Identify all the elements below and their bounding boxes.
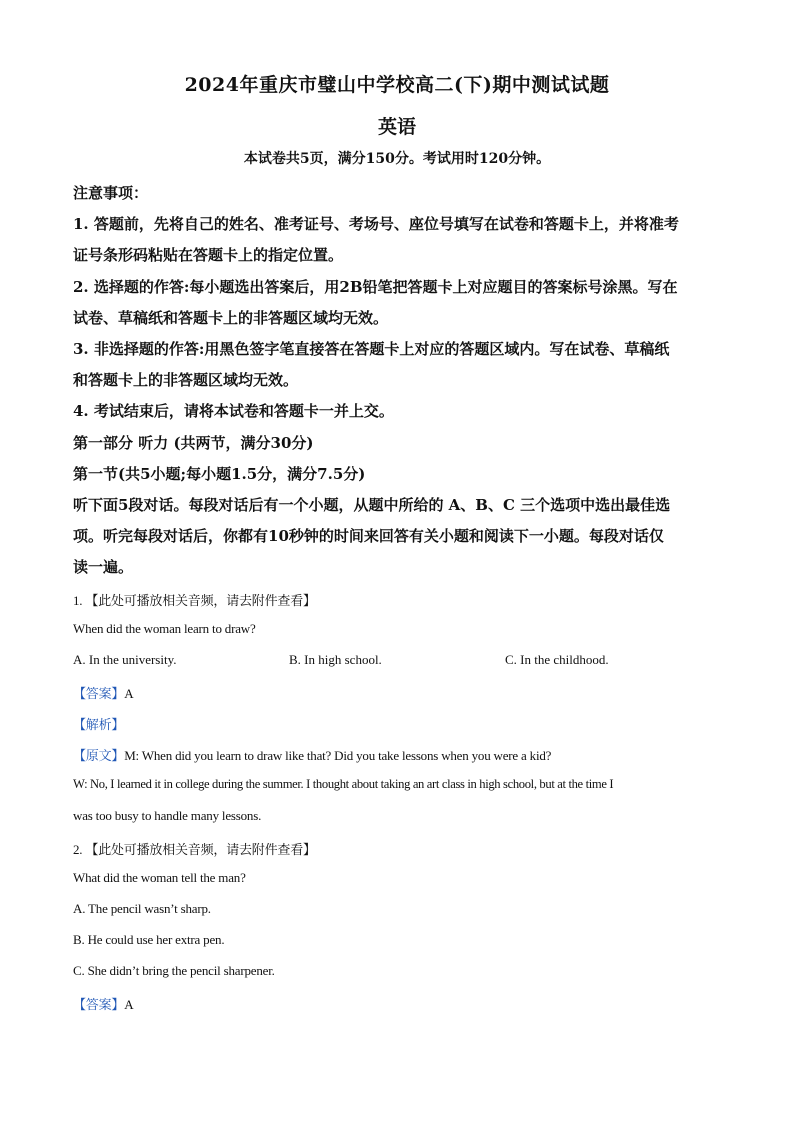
answer-tag: 【答案】 xyxy=(73,998,125,1013)
q1-script-w1: W: No, I learned it in college during the summer. I thought about taking an art class in high school, but at the time I xyxy=(73,777,614,791)
q1-question: When did the woman learn to draw? xyxy=(73,621,256,636)
q2-option-c: C. She didn’t bring the pencil sharpener. xyxy=(73,963,275,978)
notes-heading: 注意事项： xyxy=(73,184,149,202)
instructions-line: 项。听完每段对话后，你都有10秒钟的时间来回答有关小题和阅读下一小题。每段对话仅 xyxy=(73,527,664,545)
subsection-heading: 第一节(共5小题;每小题1.5分，满分7.5分) xyxy=(73,465,366,483)
script-m-text: M: When did you learn to draw like that? Did you take lessons when you were a kid? xyxy=(124,748,552,763)
notes-line: 2. 选择题的作答:每小题选出答案后，用2B铅笔把答题卡上对应题目的答案标号涂黑。写在 xyxy=(73,278,678,296)
notes-line: 和答题卡上的非答题区域均无效。 xyxy=(73,371,299,389)
q2-option-a: A. The pencil wasn’t sharp. xyxy=(73,901,211,916)
q1-option-a: A. In the university. xyxy=(73,652,177,667)
notes-line: 试卷、草稿纸和答题卡上的非答题区域均无效。 xyxy=(73,309,389,327)
q1-analysis xyxy=(73,714,124,733)
q1-option-b: B. In high school. xyxy=(289,652,382,667)
notes-line: 1. 答题前，先将自己的姓名、准考证号、考场号、座位号填写在试卷和答题卡上，并将准考 xyxy=(73,215,679,233)
q2-audio-link[interactable]: 2. 【此处可播放相关音频，请去附件查看】 xyxy=(73,842,316,857)
instructions-line: 读一遍。 xyxy=(73,558,134,576)
instructions-line: 听下面5段对话。每段对话后有一个小题，从题中所给的 A、B、C 三个选项中选出最佳选 xyxy=(73,496,671,514)
exam-info: 本试卷共5页，满分150分。考试用时120分钟。 xyxy=(243,151,551,167)
q1-answer xyxy=(73,683,133,702)
page-title: 2024年重庆市璧山中学校高二(下)期中测试试题 xyxy=(184,74,610,96)
q2-question: What did the woman tell the man? xyxy=(73,870,246,885)
q1-option-c: C. In the childhood. xyxy=(505,652,609,667)
q1-script-m xyxy=(73,745,551,764)
q1-audio-link[interactable]: 1. 【此处可播放相关音频，请去附件查看】 xyxy=(73,593,316,608)
subject-heading: 英语 xyxy=(377,116,416,138)
q2-option-b: B. He could use her extra pen. xyxy=(73,932,225,947)
q1-script-w2: was too busy to handle many lessons. xyxy=(73,808,262,823)
q2-answer xyxy=(73,994,133,1013)
notes-line: 3. 非选择题的作答:用黑色签字笔直接答在答题卡上对应的答题区域内。写在试卷、草稿纸 xyxy=(73,340,670,358)
answer-value: A xyxy=(124,686,134,701)
answer-tag: 【答案】 xyxy=(73,687,125,702)
part-heading: 第一部分 听力 (共两节，满分30分) xyxy=(73,434,314,452)
answer-value: A xyxy=(124,997,134,1012)
analysis-tag: 【解析】 xyxy=(73,718,125,733)
script-tag: 【原文】 xyxy=(73,749,125,764)
notes-line: 证号条形码粘贴在答题卡上的指定位置。 xyxy=(73,246,344,264)
notes-line: 4. 考试结束后，请将本试卷和答题卡一并上交。 xyxy=(73,402,394,420)
